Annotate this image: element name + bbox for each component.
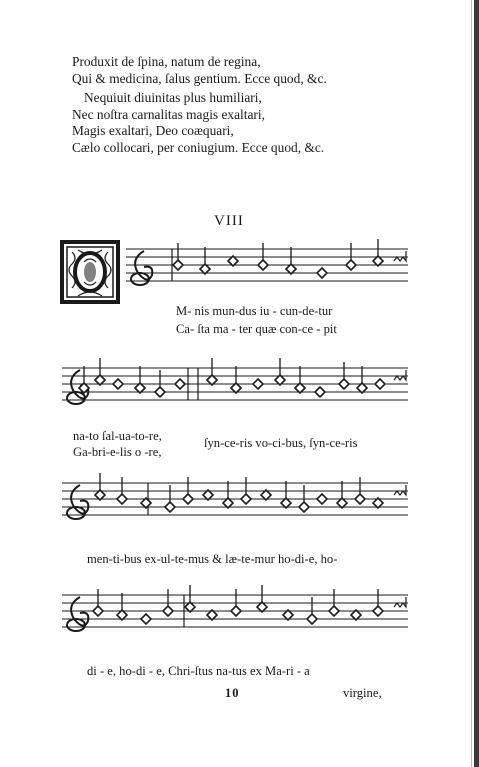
note-head — [253, 379, 263, 389]
verse-line: Cælo collocari, per coniugium. Ecce quod, &c. — [72, 139, 325, 155]
note-head — [117, 494, 127, 504]
note-head — [307, 614, 317, 624]
note-head — [317, 494, 327, 504]
note-head — [93, 606, 103, 616]
decorated-initial — [60, 240, 120, 304]
note-head — [155, 387, 165, 397]
note-head — [231, 606, 241, 616]
note-head — [329, 606, 339, 616]
custos-icon — [394, 370, 406, 380]
verse-line: Nequiuit diuinitas plus humiliari, — [84, 90, 262, 106]
note-head — [315, 387, 325, 397]
note-head — [113, 379, 123, 389]
note-head — [317, 268, 327, 278]
verse-line: Nec noſtra carnalitas magis exaltari, — [72, 106, 265, 122]
note-head — [141, 614, 151, 624]
note-head — [258, 260, 268, 270]
custos-icon — [394, 251, 406, 261]
initial-letter: O — [89, 278, 91, 279]
note-head — [175, 379, 185, 389]
section-heading: VIII — [214, 213, 244, 229]
page-number: 10 — [225, 686, 240, 700]
lyric-line: na-to ſal-ua-to-re, — [73, 429, 162, 443]
lyric-line: men-ti-bus ex-ul-te-mus & læ-te-mur ho-di-e, ho- — [87, 552, 338, 566]
note-head — [299, 502, 309, 512]
verse-line: Produxit de ſpina, natum de regina, — [72, 54, 261, 69]
note-head — [355, 494, 365, 504]
note-head — [163, 606, 173, 616]
catchword: virgine, — [343, 686, 382, 700]
verse-line: Qui & medicina, ſalus gentium. Ecce quod, &c. — [72, 70, 327, 86]
note-head — [346, 260, 356, 270]
lyric-line: di - e, ho-di - e, Chri-ſtus na-tus ex Ma-ri - a — [87, 664, 310, 678]
custos-icon — [394, 597, 406, 607]
lyric-line: M- nis mun-dus iu - cun-de-tur — [176, 304, 333, 318]
note-head — [373, 606, 383, 616]
lyric-line: Ca- ſta ma - ter quæ con-ce - pit — [176, 322, 337, 336]
note-head — [339, 379, 349, 389]
lyric-line: ſyn-ce-ris vo-ci-bus, ſyn-ce-ris — [204, 436, 358, 450]
verse-line: Magis exaltari, Deo coæquari, — [72, 123, 234, 139]
note-head — [183, 494, 193, 504]
note-head — [375, 379, 385, 389]
lyric-line: Ga-bri-e-lis o -re, — [73, 445, 162, 459]
note-head — [241, 494, 251, 504]
custos-icon — [394, 485, 406, 495]
note-head — [173, 260, 183, 270]
note-head — [165, 502, 175, 512]
